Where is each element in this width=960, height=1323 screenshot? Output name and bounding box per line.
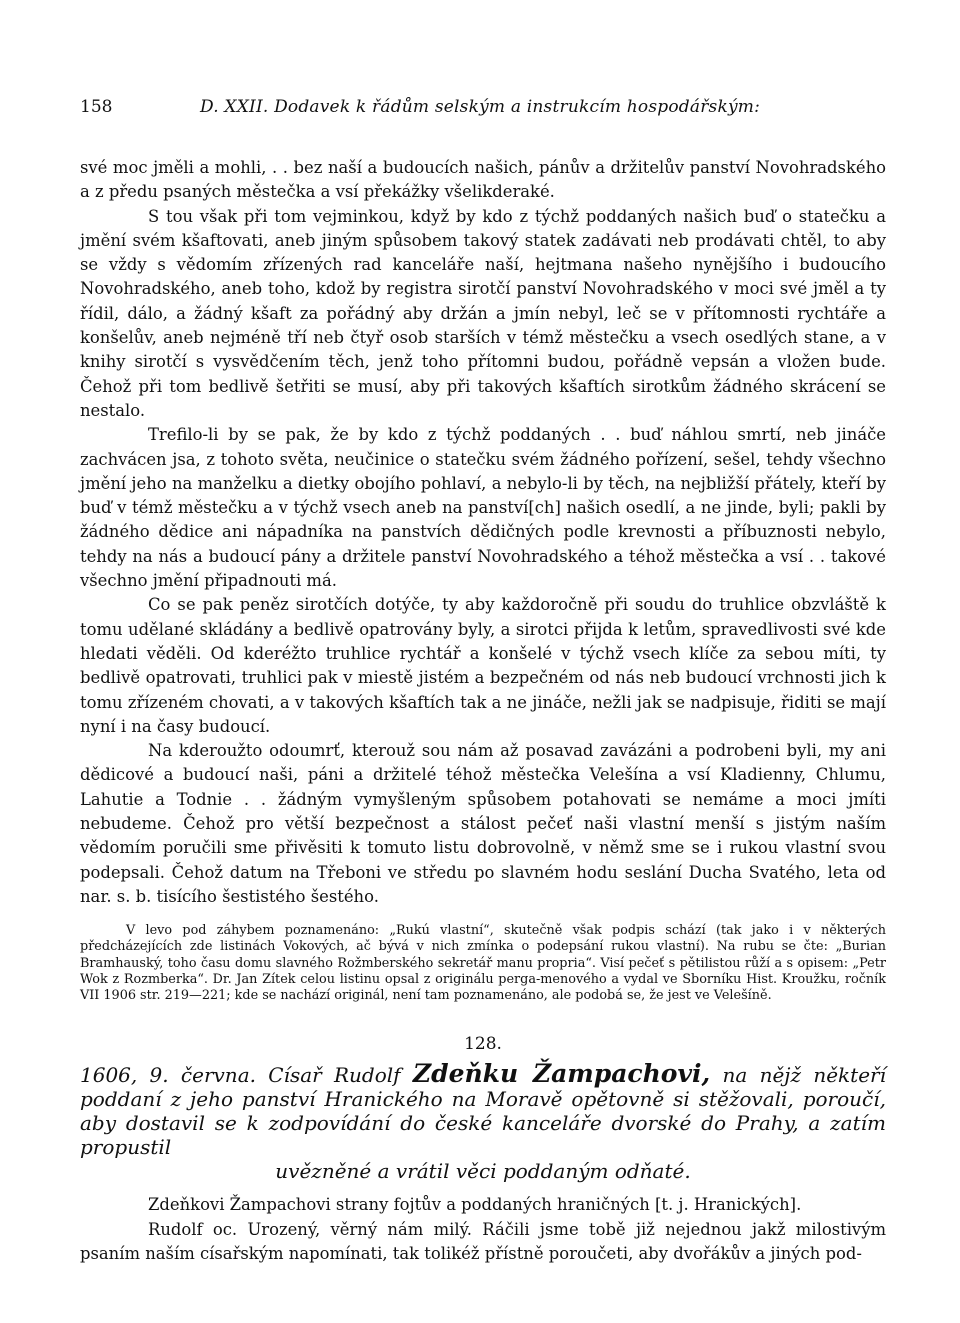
paragraph: Trefilo-li by se pak, že by kdo z týchž poddaných . . buď náhlou smrtí, neb jináče zachvácen jsa, z tohoto světa, neučinice o statečku svém žádného pořízení, sešel, tehdy všechno jmění jeho na manželku a dietky obojího pohlaví, a nebylo-li by těch, na nejbližší přátely, kteří by buď v témž městečku a v týchž vsech aneb na panství[ch] našich osedlí, a ne jinde, byli; pakli by žádného dědice ani nápadníka na panstvích dědičných podle krevnosti a příbuznosti nebylo, tehdy na nás a budoucí pány a držitele panství Novohradského a téhož městečka a vsí . . takové všechno jmění připadnouti má.	[80, 425, 886, 591]
paragraph: Co se pak peněz sirotčích dotýče, ty aby každoročně při soudu do truhlice obzvláště k tomu udělané skládány a bedlivě opatrovány byly, a sirotci přijda k letům, spravedlivosti své kde hledati věděli. Od kderéžto truhlice rychtář a konšelé v týchž vsech klíče za sebou míti, ty bedlivě opatrovati, truhlici pak v miestě jistém a bezpečném od nás neb budoucí vrchnosti jich k tomu zřízeném chovati, a v takových kšaftích tak a ne jináče, nežli jak se nadpisuje, řiditi se mají nyní i na časy budoucí.	[80, 595, 886, 736]
regest-date: 1606, 9. června. Císař Rudolf	[80, 1063, 401, 1088]
regest-body: na nějž někteří poddaní z jeho panství Hranického na Moravě opětovně si stěžovali, poroučí, aby dostavil se k zodpovídání do české kanceláře dvorské do Prahy, a zatím propustil	[80, 1063, 887, 1160]
regest-last-line: uvězněné a vrátil věci poddaným odňaté.	[275, 1159, 691, 1184]
document-regest	[80, 1059, 887, 1184]
running-title: D. XXII. Dodavek k řádům selským a instrukcím hospodářským:	[200, 97, 761, 117]
document-number: 128.	[464, 1034, 502, 1055]
paragraph: S tou však při tom vejminkou, když by kdo z týchž poddaných našich buď o statečku a jmění svém kšaftovati, aneb jiným spůsobem takový statek zadávati neb prodávati chtěl, to aby se vždy s vědomím zřízených rad kanceláře naší, hejtmana našeho nynějšího i budoucího Novohradského, aneb toho, kdož by registra sirotčí panství Novohradského v moci své jměl a ty řídil, dálo, a žádný kšaft za pořádný aby držán a jmín nebyl, leč se v přítomnosti rychtáře a konšelův, aneb nejméně tří neb čtyř osob starších v témž městečku a vsech osedlých stane, a v knihy sirotčí s vysvědčením těch, jenž toho přítomni budou, pořádně vepsán a vložen bude. Čehož při tom bedlivě šetřiti se musí, aby při takových kšaftích sirotkům žádného skrácení se nestalo.	[80, 206, 886, 420]
document-address: Zdeňkovi Žampachovi strany fojtův a poddaných hraničných [t. j. Hranických].	[148, 1195, 802, 1215]
document-text	[80, 1193, 886, 1266]
page-number: 158	[80, 97, 113, 117]
paragraph: Na kderoužto odoumrť, kterouž sou nám až posavad zavázáni a podrobeni byli, my ani dědicové a budoucí naši, páni a držitelé téhož městečka Velešína a vsí Kladienny, Chlumu, Lahutie a Todnie . . žádným vymyšleným spůsobem potahovati se nemáme a moci jmíti nebudeme. Čehož pro větší bezpečnost a stálost pečeť naši vlastní menší s jistým naším vědomím poručili sme přivěsiti k tomuto listu dobrovolně, v němž sme se i rukou vlastní svou podepsali. Čehož datum na Třeboni ve středu po slavném hodu seslání Ducha Svatého, leta od nar. s. b. tisícího šestistého šestého.	[80, 741, 886, 906]
editorial-note: V levo pod záhybem poznamenáno: „Rukú vlastní“, skutečně však podpis schází (tak jako i v některých předcházejících zde listinách Vokových, ač bývá v nich zmínka o podepsání rukou vlastní). Na rubu se čte: „Burian Bramhauský, toho času domu slavného Rožmberského sekretář manu propria“. Visí pečeť s pětilistou růží a s opisem: „Petr Wok z Rozmberka“. Dr. Jan Zítek celou listinu opsal z originálu perga-menového a vydal ve Sborníku Hist. Kroužku, ročník VII 1906 str. 219—221; kde se nachází originál, není tam poznamenáno, ale podobá se, že jest ve Velešíně.	[80, 923, 886, 1004]
body-text	[80, 156, 886, 909]
paragraph: své moc jměli a mohli, . . bez naší a budoucích našich, pánův a držitelův panství Novohradského a z předu psaných městečka a vsí překážky všelikderaké.	[80, 158, 886, 202]
regest-recipient: Zdeňku Žampachovi,	[412, 1059, 711, 1089]
book-page	[80, 96, 886, 1266]
running-head	[80, 96, 886, 118]
document-body: Rudolf oc. Urozený, věrný nám milý. Ráčili jsme tobě již nejednou jakž milostivým psaním naším císařským napomínati, tak tolikéž přístně poroučeti, aby dvořákův a jiných pod-	[80, 1219, 886, 1263]
